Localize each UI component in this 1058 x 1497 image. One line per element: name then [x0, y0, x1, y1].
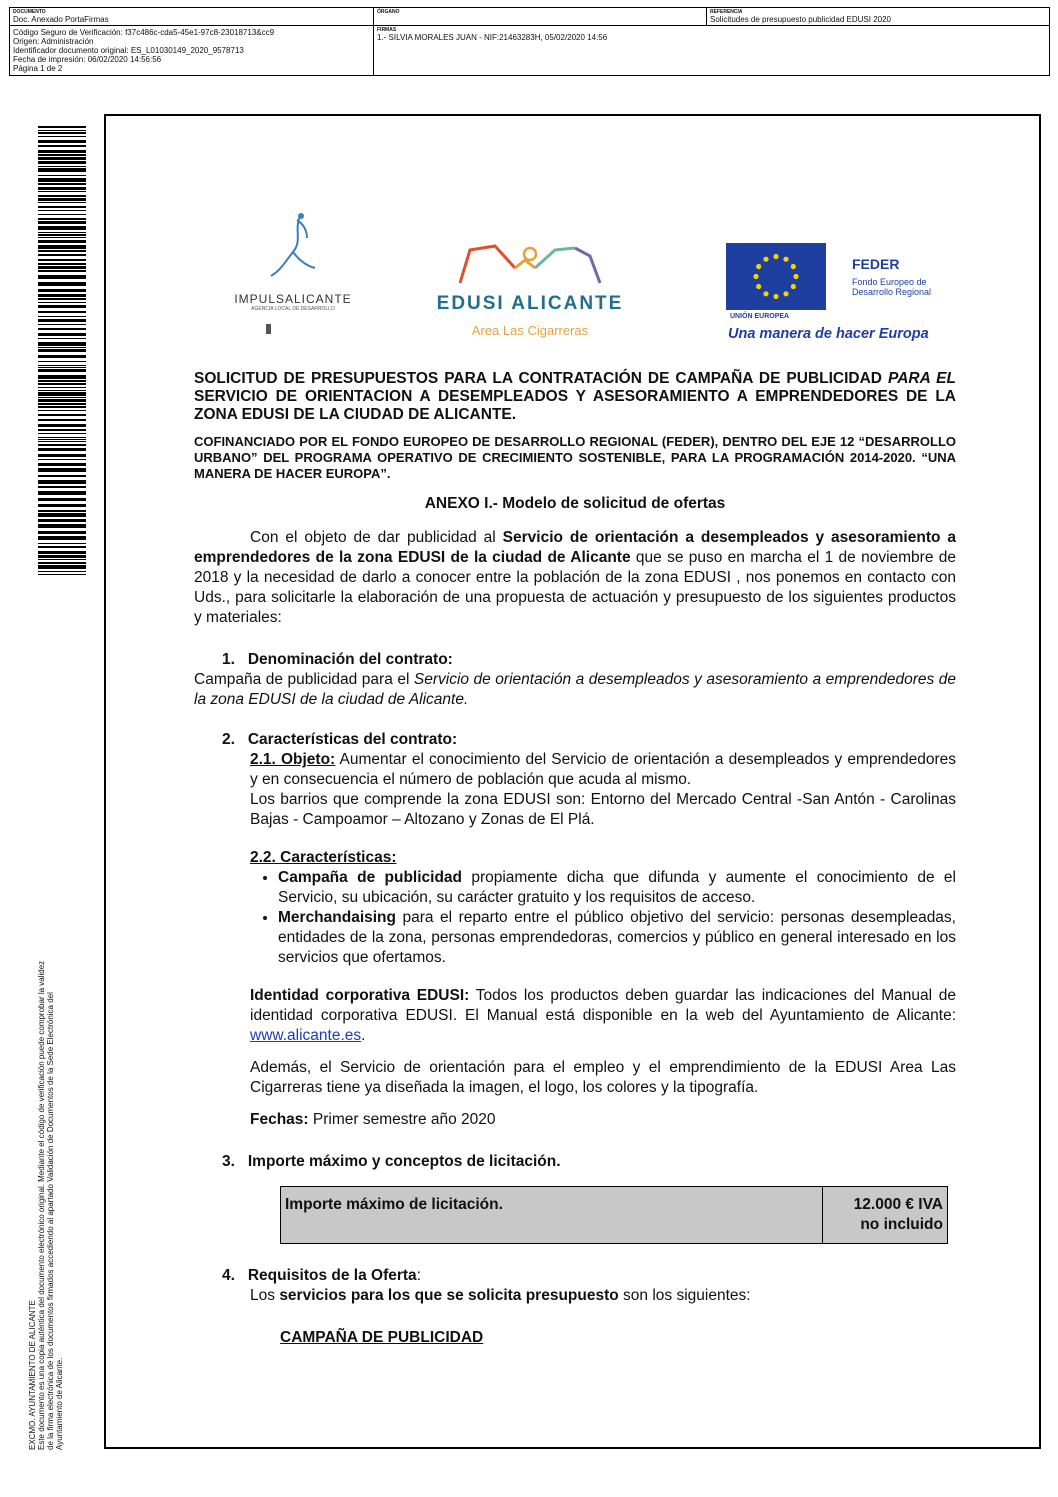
impulsa-text: IMPULSALICANTE — [234, 292, 352, 306]
section-4-text-bold: servicios para los que se solicita presupuesto — [279, 1287, 619, 1304]
importe-value-2: no incluido — [860, 1216, 943, 1233]
section-2-extra — [194, 986, 956, 1130]
feder-sub-1: Fondo Europeo de — [852, 277, 927, 287]
section-2 — [194, 730, 956, 1130]
title-italic: PARA EL — [888, 370, 956, 387]
section-4-text-2: son los siguientes: — [618, 1287, 751, 1304]
document-body — [194, 370, 956, 1348]
feder-sub-2: Desarrollo Regional — [852, 287, 932, 297]
section-3 — [194, 1152, 956, 1244]
section-4-colon: : — [416, 1267, 421, 1284]
eu-motto: Una manera de hacer Europa — [728, 326, 929, 342]
cofinanciado-note: COFINANCIADO POR EL FONDO EUROPEO DE DESARROLLO REGIONAL (FEDER), DENTRO DEL EJE 12 “DESARROLLO URBANO” DEL PROGRAMA OPERATIVO DE CRECIMIENTO SOSTENIBLE, PARA LA PROGRAMACIÓN 2014-2020. “UNA MANERA DE HACER EUROPA”. — [194, 434, 956, 481]
identidad-end: . — [361, 1027, 366, 1044]
section-2-title: Características del contrato: — [247, 731, 458, 748]
header-firmas-value: 1.- SILVIA MORALES JUAN - NIF:21463283H, 05/02/2020 14:56 — [377, 33, 608, 42]
intro-text-2: que se puso en marcha el 1 de noviembre de 2018 y la necesidad de darlo a conocer entre la población de la zona EDUSI , nos ponemos en contacto con Uds., para solicitarle la elaboración de una propuesta de actuación y presupuesto de los siguientes productos y materiales: — [194, 549, 957, 626]
importe-table — [280, 1186, 948, 1244]
alicante-link[interactable]: www.alicante.es — [250, 1027, 362, 1044]
header-referencia-cell — [707, 8, 1049, 25]
section-3-number: 3. — [222, 1153, 235, 1170]
section-4-heading — [194, 1266, 956, 1286]
side-note-line-3: de la firma electrónica de los documentos firmados accediendo al apartado Validación de Documentos de la Sede Electrónica del — [46, 992, 55, 1450]
header-organo-label: ÓRGANO — [377, 9, 400, 15]
caracteristicas-label: 2.2. Características: — [250, 849, 397, 866]
bullet-campana — [278, 868, 956, 908]
section-2-body — [194, 750, 956, 868]
section-1-text — [194, 670, 956, 710]
header-fecha-line: Fecha de impresión: 06/02/2020 14:56:56 — [13, 55, 162, 64]
logo-eu — [726, 243, 966, 348]
bullet-campana-text: propiamente dicha que difunda y aumente el conocimiento de el Servicio, su ubicación, su carácter gratuito y los requisitos de acceso. — [278, 869, 956, 906]
logo-edusi — [410, 238, 650, 338]
section-1-text-1: Campaña de publicidad para el — [194, 671, 414, 688]
section-2-number: 2. — [222, 731, 235, 748]
side-verification-note — [28, 750, 64, 1450]
header-pagina-line: Página 1 de 2 — [13, 64, 63, 73]
objeto-label: 2.1. Objeto: — [250, 751, 336, 768]
identidad-text: Todos los productos deben guardar las indicaciones del Manual de identidad corporativa EDUSI. El Manual está disponible en la web del Ayuntamiento de Alicante: — [250, 987, 957, 1024]
eu-label: UNIÓN EUROPEA — [730, 313, 790, 320]
edusi-mountains-icon — [455, 238, 605, 288]
importe-label-cell: Importe máximo de licitación. — [281, 1187, 823, 1243]
section-4-number: 4. — [222, 1267, 235, 1284]
header-firmas-label: FIRMAS — [377, 27, 397, 33]
ademas-paragraph: Además, el Servicio de orientación para el empleo y el emprendimiento de la EDUSI Area Las Cigarreras tiene ya diseñada la imagen, el logo, los colores y la tipografía. — [250, 1059, 956, 1096]
section-4 — [194, 1266, 956, 1348]
identidad-paragraph — [250, 986, 956, 1046]
section-3-title: Importe máximo y conceptos de licitación. — [247, 1153, 561, 1170]
fechas-paragraph — [250, 1110, 956, 1130]
bullet-merchandaising — [278, 908, 956, 968]
section-1 — [194, 650, 956, 710]
section-3-heading — [194, 1152, 956, 1172]
document-title — [194, 370, 956, 424]
identidad-bold: Identidad corporativa EDUSI: — [250, 987, 470, 1004]
ayuntamiento-crest-icon — [266, 324, 314, 334]
section-1-text-italic: Servicio de orientación a desempleados y asesoramiento a emprendedores de la zona EDUSI de la ciudad de Alicante. — [194, 671, 956, 708]
header-documento-label: DOCUMENTO — [13, 9, 46, 15]
header-organo-cell — [374, 8, 707, 25]
objeto-text: Aumentar el conocimiento del Servicio de orientación a desempleados y emprendedores y en consecuencia el número de población que acuda al mismo. — [250, 751, 957, 788]
header-identificador-line: Identificador documento original: ES_L01030149_2020_9578713 — [13, 46, 244, 55]
section-1-title: Denominación del contrato: — [247, 651, 453, 668]
impulsa-figure-icon — [263, 210, 323, 285]
caracteristicas-list — [194, 868, 956, 968]
annex-heading: ANEXO I.- Modelo de solicitud de ofertas — [424, 495, 726, 512]
header-referencia-value: Solicitudes de presupuesto publicidad EDUSI 2020 — [710, 15, 892, 24]
header-row-2 — [10, 26, 1049, 75]
section-2-heading — [194, 730, 956, 750]
section-4-title: Requisitos de la Oferta — [247, 1267, 417, 1284]
importe-value-1: 12.000 € IVA — [853, 1196, 943, 1213]
feder-title: FEDER — [852, 256, 900, 272]
section-1-number: 1. — [222, 651, 235, 668]
campana-label: CAMPAÑA DE PUBLICIDAD — [280, 1329, 484, 1346]
side-note-line-4: Ayuntamiento de Alicante. — [55, 1357, 64, 1450]
fechas-text: Primer semestre año 2020 — [308, 1111, 496, 1128]
section-1-heading — [194, 650, 956, 670]
barcode-icon — [38, 126, 86, 576]
header-csv-line: Código Seguro de Verificación: f37c486c-cda5-45e1-97c8-23018713&cc9 — [13, 28, 275, 37]
intro-bold: Servicio de orientación a desempleados y asesoramiento a emprendedores de la zona EDUSI de la ciudad de Alicante — [194, 529, 956, 566]
side-note-line-2: Este documento es una copia auténtica del documento electrónico original. Mediante el código de verificación puede comprobar la validez — [37, 960, 46, 1450]
header-documento-cell — [10, 8, 374, 25]
impulsa-sub: AGENCIA LOCAL DE DESARROLLO — [251, 306, 335, 312]
intro-text-1: Con el objeto de dar publicidad al — [250, 529, 503, 546]
bullet-merch-bold: Merchandaising — [278, 909, 396, 926]
campana-heading — [194, 1328, 956, 1348]
edusi-text: EDUSI ALICANTE — [436, 293, 624, 314]
header-csv-cell — [10, 26, 374, 75]
header-documento-value: Doc. Anexado PortaFirmas — [13, 15, 109, 24]
edusi-sub: Area Las Cigarreras — [471, 323, 589, 338]
eu-flag-icon — [726, 243, 826, 310]
logo-impulsa — [228, 210, 358, 350]
intro-paragraph — [194, 528, 956, 628]
title-part-1: SOLICITUD DE PRESUPUESTOS PARA LA CONTRATACIÓN DE CAMPAÑA DE PUBLICIDAD — [194, 370, 882, 387]
header-row-1 — [10, 8, 1049, 26]
side-note-line-1: EXCMO. AYUNTAMIENTO DE ALICANTE — [28, 1300, 37, 1450]
barrios-paragraph: Los barrios que comprende la zona EDUSI son: Entorno del Mercado Central -San Antón - Carolinas Bajas - Campoamor – Altozano y Zonas de El Plá. — [250, 791, 956, 828]
header-origen-line: Origen: Administración — [13, 37, 94, 46]
document-header — [9, 7, 1050, 76]
header-referencia-label: REFERENCIA — [710, 9, 743, 15]
bullet-campana-bold: Campaña de publicidad — [278, 869, 463, 886]
importe-value-cell — [823, 1187, 947, 1243]
section-4-text-1: Los — [250, 1287, 280, 1304]
bullet-merch-text: para el reparto entre el público objetivo del servicio: personas desempleadas, entidades de la zona, personas emprendedoras, comercios y público en general interesado en los servicios que ofertamos. — [278, 909, 956, 966]
header-firmas-cell — [374, 26, 1049, 75]
fechas-bold: Fechas: — [250, 1111, 309, 1128]
caracteristicas-heading — [250, 848, 956, 868]
section-4-text — [194, 1286, 956, 1306]
objeto-paragraph — [250, 750, 956, 790]
title-part-2: SERVICIO DE ORIENTACION A DESEMPLEADOS Y ASESORAMIENTO A EMPRENDEDORES DE LA ZONA EDUSI DE LA CIUDAD DE ALICANTE. — [194, 388, 956, 423]
